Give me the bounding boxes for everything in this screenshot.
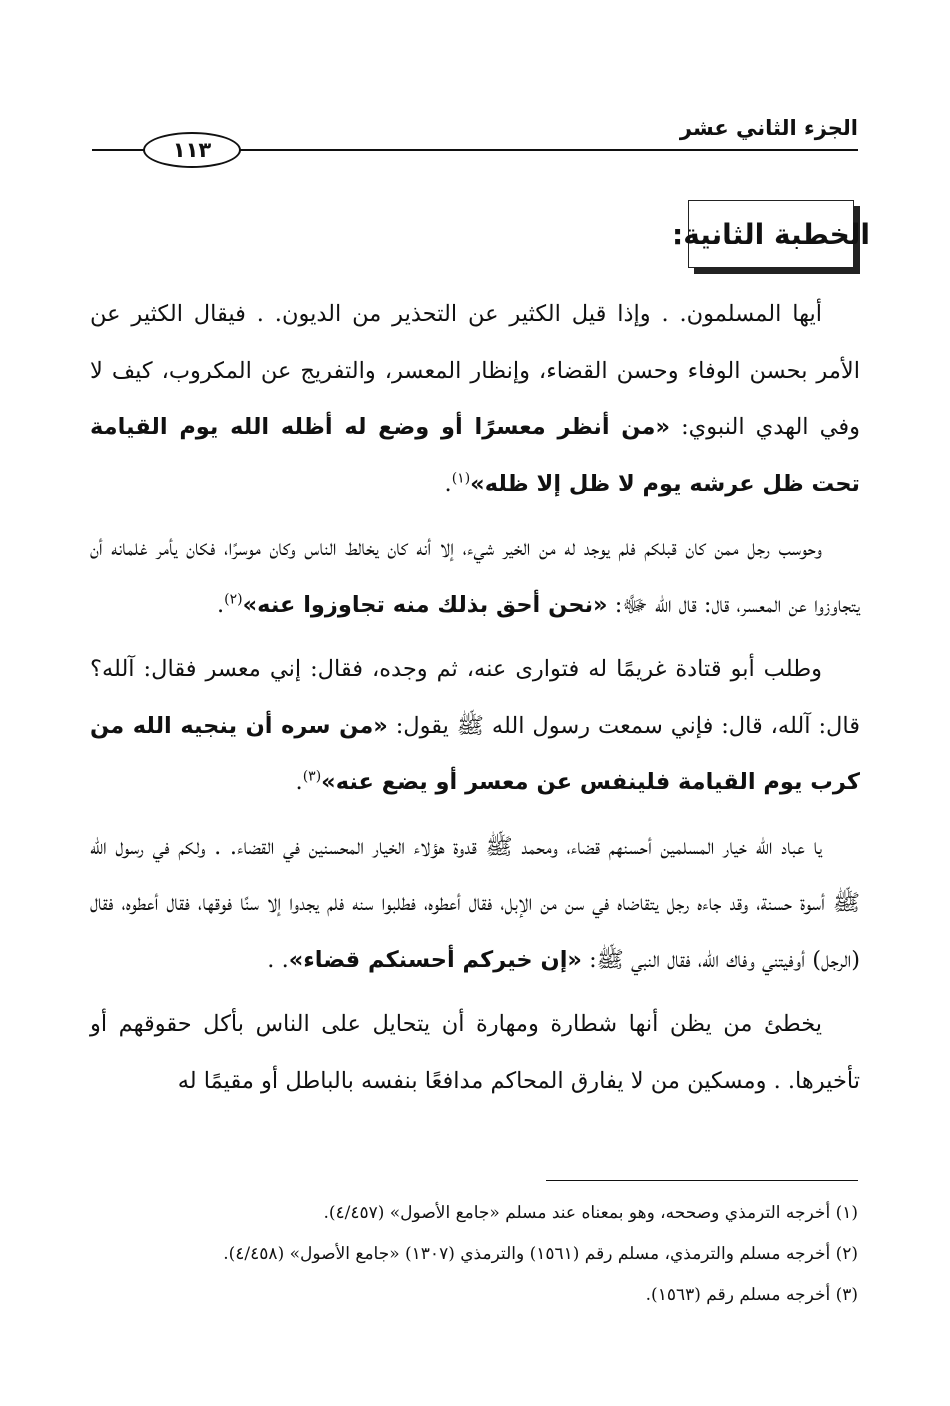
paragraph	[90, 641, 860, 811]
section-heading-box	[672, 200, 870, 268]
hadith-quote: «من أنظر معسرًا أو وضع له أظله الله يوم القيامة تحت ظل عرشه يوم لا ظل إلا ظله»	[90, 414, 860, 497]
paragraph-text: يخطئ من يظن أنها شطارة ومهارة أن يتحايل على الناس بأكل حقوقهم أو تأخيرها. . ومسكين من لا يفارق المحاكم مدافعًا بنفسه بالباطل أو مقيمًا له	[90, 1011, 860, 1094]
running-header: الجزء الثاني عشر	[679, 116, 858, 140]
footnote-separator	[546, 1180, 858, 1181]
hadith-quote: «إن خيركم أحسنكم قضاء»	[288, 946, 582, 973]
paragraph-text: .	[295, 769, 303, 795]
hadith-quote: «نحن أحق بذلك منه تجاوزوا عنه»	[242, 591, 608, 618]
footnote: (١) أخرجه الترمذي وصححه، وهو بمعناه عند مسلم «جامع الأصول» (٤/٤٥٧).	[323, 1203, 858, 1223]
paragraph-text: .	[217, 591, 225, 618]
paragraph-text: وحوسب رجل ممن كان قبلكم فلم يوجد له من الخير شيء، إلا أنه كان يخالط الناس وكان موسرًا، فكان يأمر غلمانه أن يتجاوزوا عن المعسر، قال: قال الله ﷻ:	[90, 535, 860, 618]
footnote: (٢) أخرجه مسلم والترمذي، مسلم رقم (١٥٦١) والترمذي (١٣٠٧) «جامع الأصول» (٤/٤٥٨).	[223, 1244, 858, 1264]
paragraph-text: . .	[267, 946, 289, 973]
paragraph-text: .	[444, 470, 452, 497]
paragraph-text: وطلب أبو قتادة غريمًا له فتوارى عنه، ثم وجده، فقال: إني معسر فقال: آلله؟ قال: آلله، قال: فإني سمعت رسول الله ﷺ يقول:	[90, 656, 860, 739]
footnote-ref: (٢)	[224, 591, 243, 607]
paragraph	[90, 286, 860, 512]
footnote: (٣) أخرجه مسلم رقم (١٥٦٣).	[645, 1285, 858, 1305]
paragraph-text: أيها المسلمون. . وإذا قيل الكثير عن التحذير من الديون. . فيقال الكثير عن الأمر بحسن الوفاء وحسن القضاء، وإنظار المعسر، والتفريج عن المكروب، كيف لا وفي الهدي النبوي:	[90, 301, 861, 440]
footnote-ref: (٣)	[302, 768, 322, 785]
body-text	[90, 286, 860, 1117]
hadith-quote: «من سره أن ينجيه الله من كرب يوم القيامة فلينفس عن معسر أو يضع عنه»	[90, 712, 860, 795]
page-number: ١١٣	[143, 132, 241, 168]
footnotes	[90, 1193, 858, 1316]
footnote-ref: (١)	[451, 470, 471, 486]
paragraph	[90, 520, 860, 633]
paragraph-text: يا عباد الله خيار المسلمين أحسنهم قضاء، ومحمد ﷺ قدوة هؤلاء الخيار المحسنين في القضاء. . ولكم في رسول الله ﷺ أسوة حسنة، وقد جاءه رجل يتقاضاه في سن من الإبل، فقال أعطوه، فطلبوا سنه فلم يجدوا إلا سنًا فوقها، فقال أعطوه، فقال (الرجل) أوفيتني وفاك الله، فقال النبي ﷺ:	[90, 833, 860, 973]
paragraph	[90, 996, 860, 1109]
paragraph	[90, 819, 860, 989]
section-heading: الخطبة الثانية:	[672, 217, 870, 251]
